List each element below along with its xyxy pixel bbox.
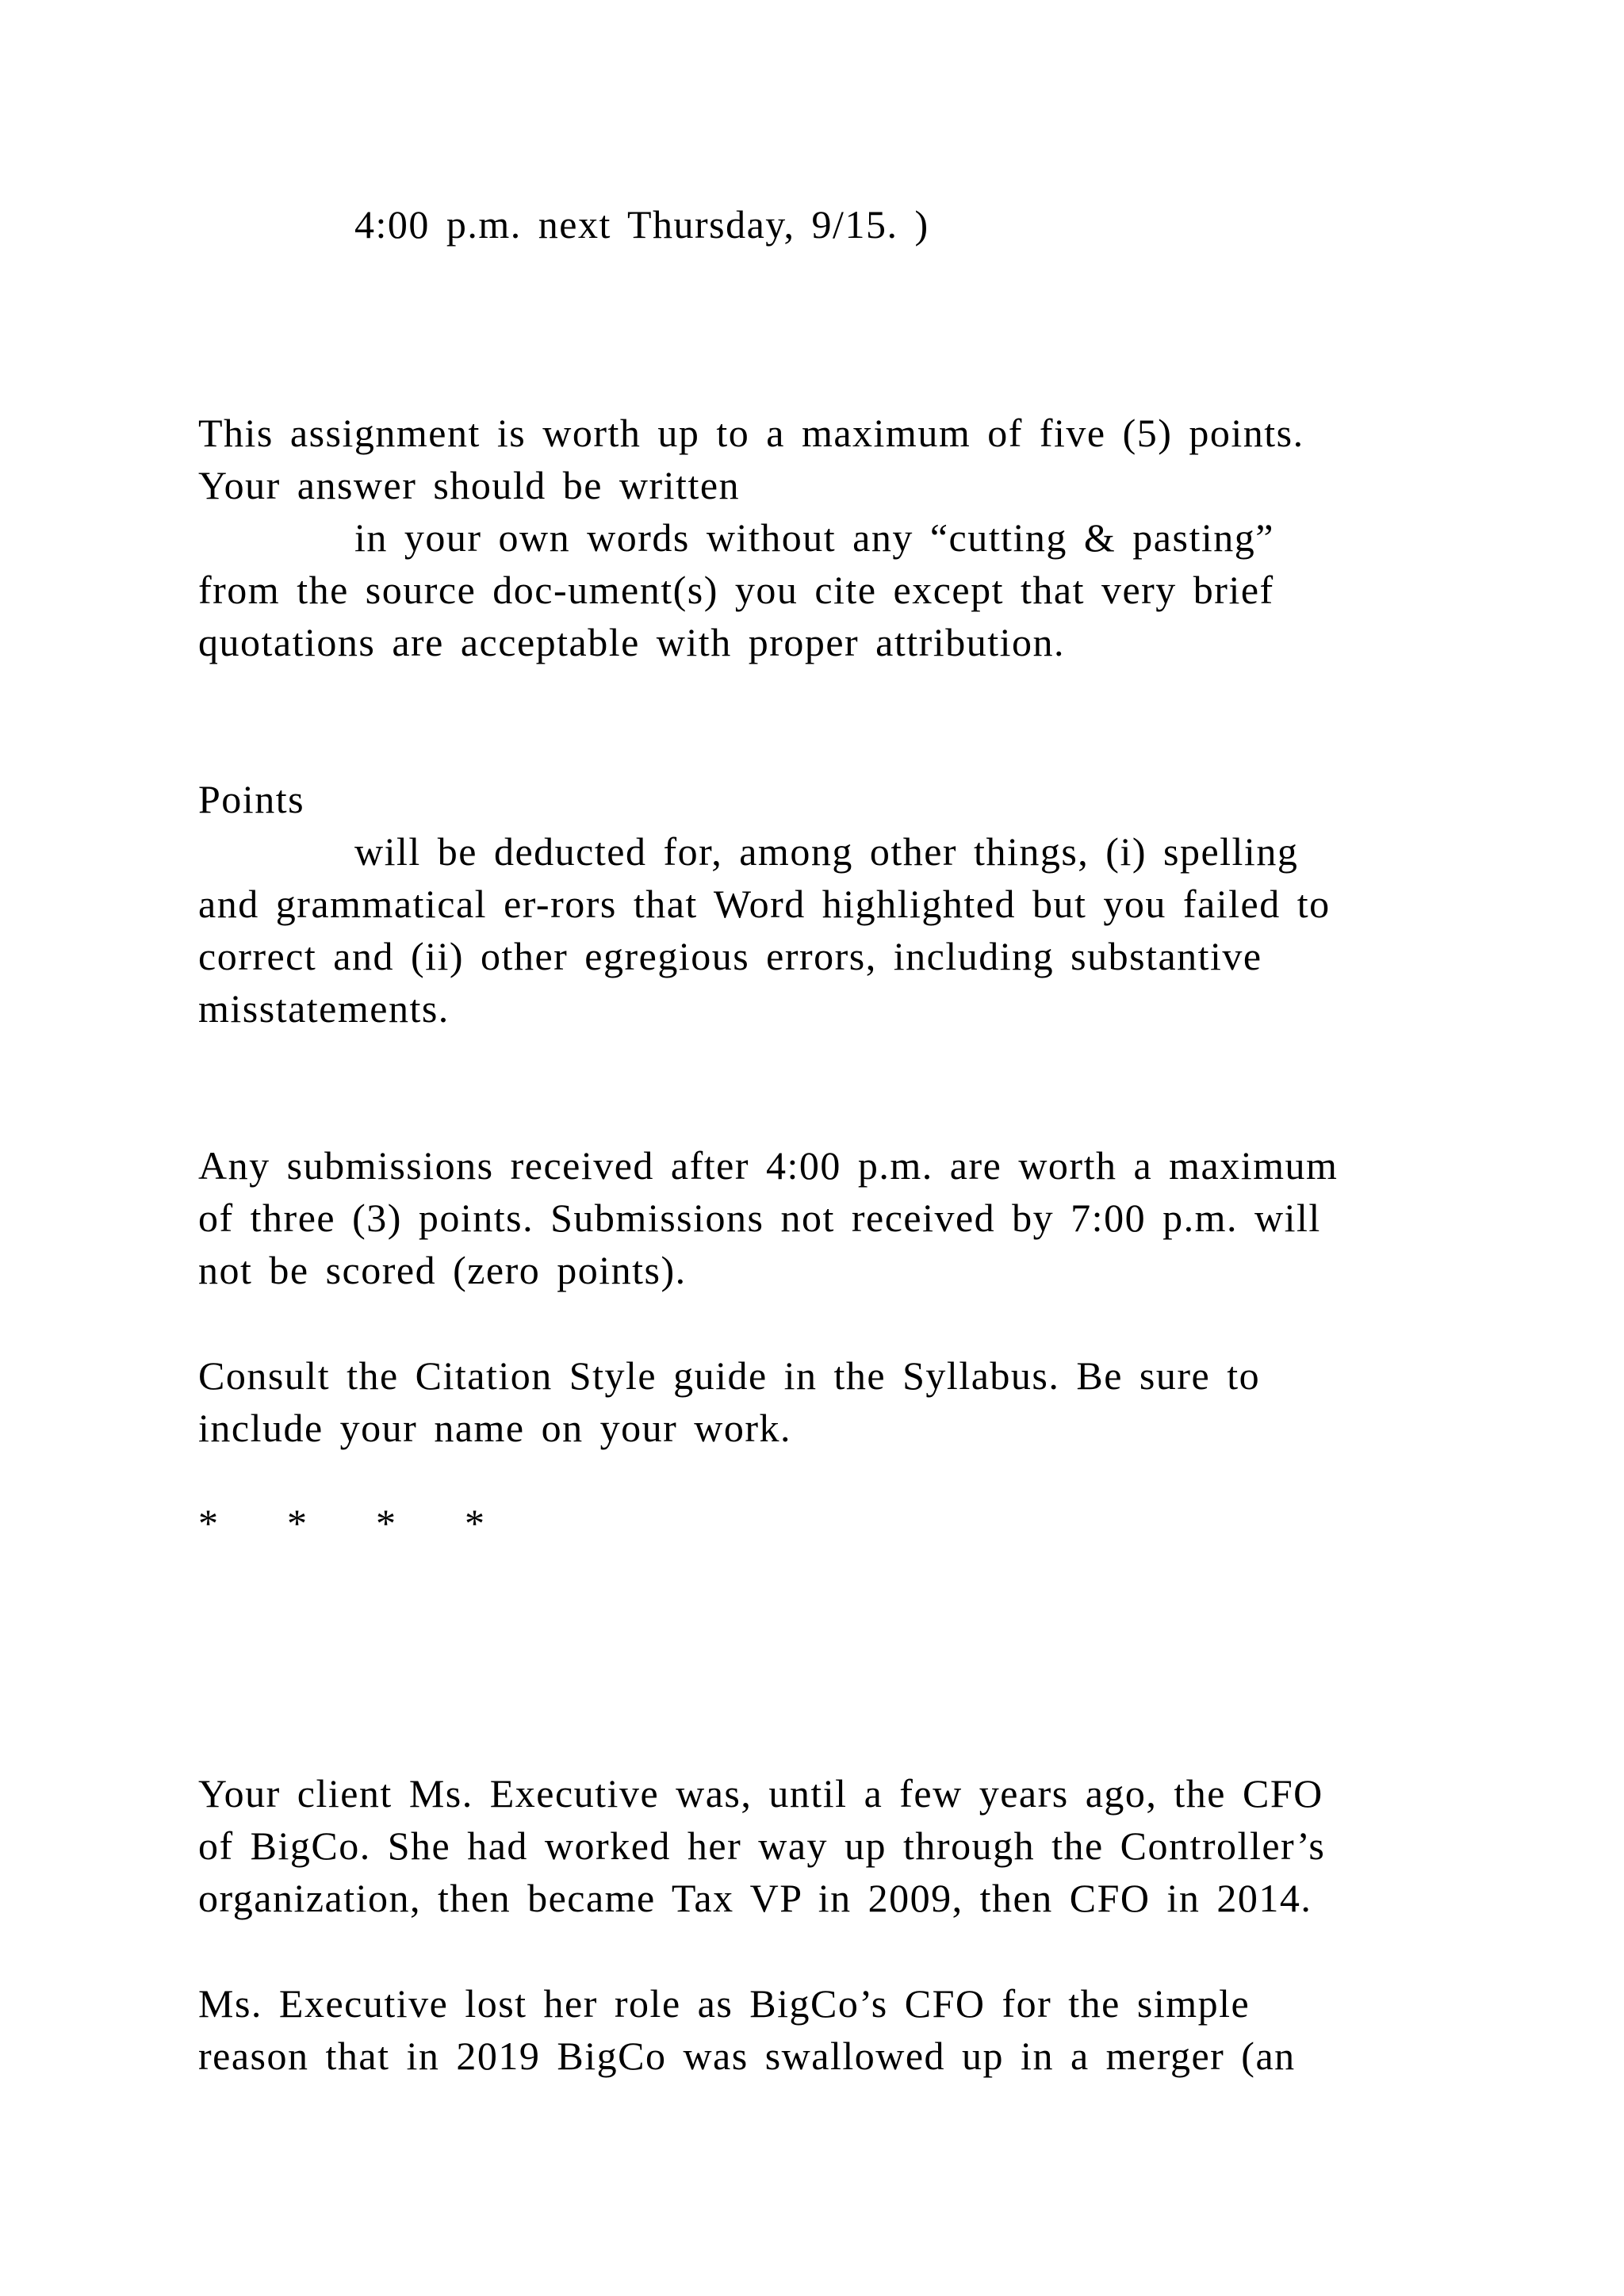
asterisk-1: * (198, 1501, 218, 1545)
asterisk-2: * (287, 1501, 307, 1545)
late-line-3: not be scored (zero points). (198, 1248, 687, 1292)
late-line-2: of three (3) points. Submissions not received by 7:00 p.m. will (198, 1196, 1321, 1240)
deductions-line-1: Points (198, 777, 305, 821)
client-line-1: Your client Ms. Executive was, until a few years ago, the CFO (198, 1771, 1323, 1816)
citation-line-2: include your name on your work. (198, 1406, 792, 1450)
client-line-3: organization, then became Tax VP in 2009, then CFO in 2014. (198, 1876, 1312, 1920)
worth-line-4: from the source doc-ument(s) you cite except that very brief (198, 568, 1274, 612)
citation-line-1: Consult the Citation Style guide in the Syllabus. Be sure to (198, 1353, 1261, 1398)
worth-line-2: Your answer should be written (198, 463, 741, 507)
worth-line-5: quotations are acceptable with proper attribution. (198, 620, 1065, 664)
deductions-line-3: and grammatical er-rors that Word highlighted but you failed to (198, 882, 1331, 926)
deductions-line-4: correct and (ii) other egregious errors, including substantive (198, 934, 1262, 978)
deductions-line-2: will be deducted for, among other things, (i) spelling (354, 829, 1299, 874)
worth-line-1: This assignment is worth up to a maximum of five (5) points. (198, 411, 1304, 455)
deadline-line: 4:00 p.m. next Thursday, 9/15. ) (354, 202, 929, 247)
asterisk-3: * (376, 1501, 396, 1545)
client-line-2: of BigCo. She had worked her way up through the Controller’s (198, 1823, 1326, 1868)
late-line-1: Any submissions received after 4:00 p.m. are worth a maximum (198, 1143, 1339, 1188)
deductions-line-5: misstatements. (198, 986, 450, 1031)
lost-role-line-2: reason that in 2019 BigCo was swallowed up in a merger (an (198, 2034, 1296, 2078)
lost-role-line-1: Ms. Executive lost her role as BigCo’s CFO for the simple (198, 1981, 1251, 2026)
asterisk-4: * (465, 1501, 485, 1545)
worth-line-3: in your own words without any “cutting & pasting” (354, 515, 1274, 560)
